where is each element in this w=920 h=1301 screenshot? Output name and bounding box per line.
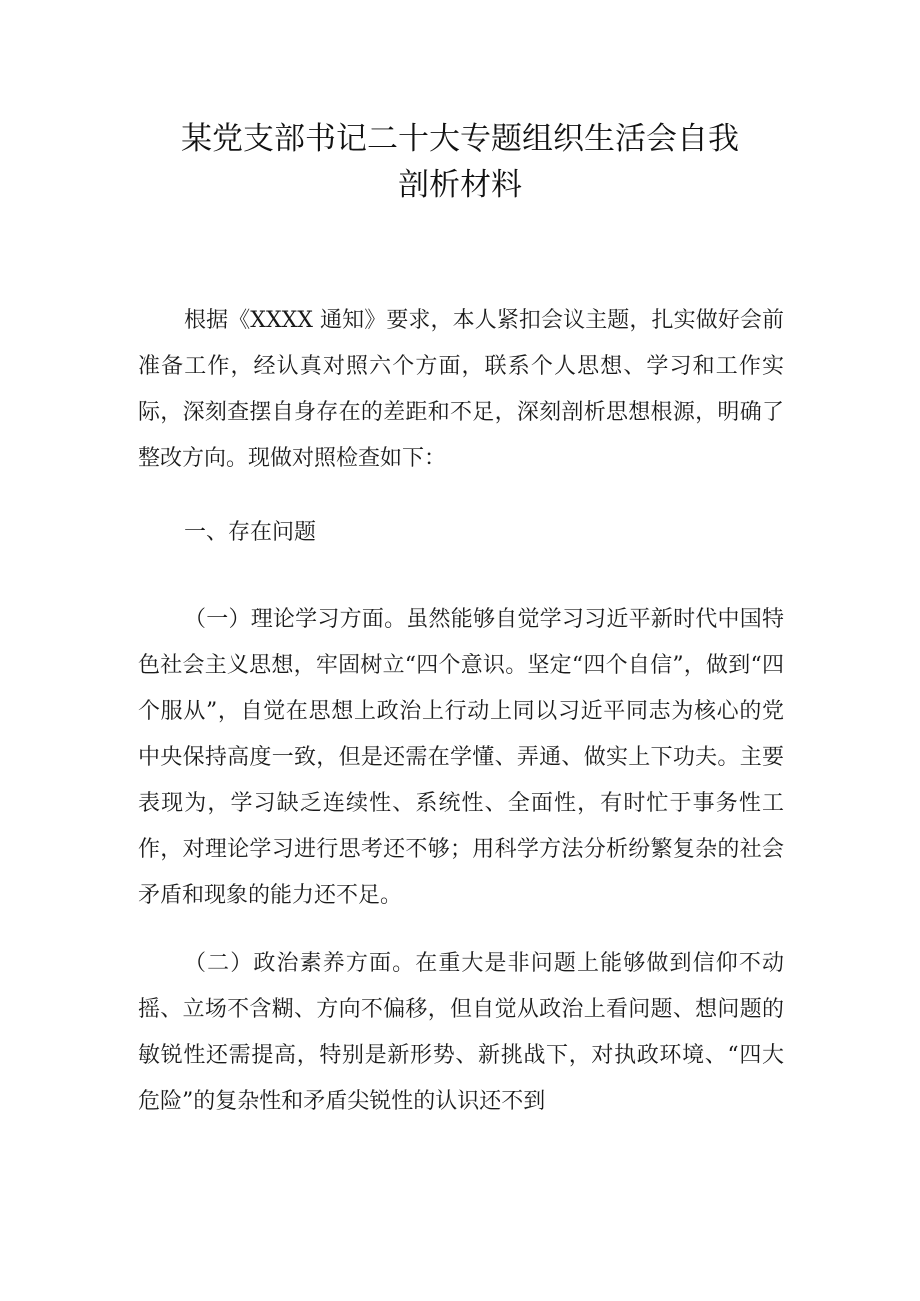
- intro-paragraph: 根据《XXXX 通知》要求，本人紧扣会议主题，扎实做好会前准备工作，经认真对照六个方面，联系个人思想、学习和工作实际，深刻查摆自身存在的差距和不足，深刻剖析思想根源，明确了整改方向。现做对照检查如下：: [138, 308, 784, 471]
- item-one-paragraph: （一）理论学习方面。虽然能够自觉学习习近平新时代中国特色社会主义思想，牢固树立“四个意识。坚定“四个自信”，做到“四个服从”，自觉在思想上政治上行动上同以习近平同志为核心的党中央保持高度一致，但是还需在学懂、弄通、做实上下功夫。主要表现为，学习缺乏连续性、系统性、全面性，有时忙于事务性工作，对理论学习进行思考还不够；用科学方法分析纷繁复杂的社会矛盾和现象的能力还不足。: [138, 607, 784, 908]
- section-heading: 一、存在问题: [184, 520, 317, 545]
- item-two-paragraph: （二）政治素养方面。在重大是非问题上能够做到信仰不动摇、立场不含糊、方向不偏移，但自觉从政治上看问题、想问题的敏锐性还需提高，特别是新形势、新挑战下，对执政环境、“四大危险”的复杂性和矛盾尖锐性的认识还不到: [138, 951, 784, 1114]
- document-title-line-2: 剖析材料: [398, 167, 522, 203]
- document-title-line-1: 某党支部书记二十大专题组织生活会自我: [181, 121, 739, 157]
